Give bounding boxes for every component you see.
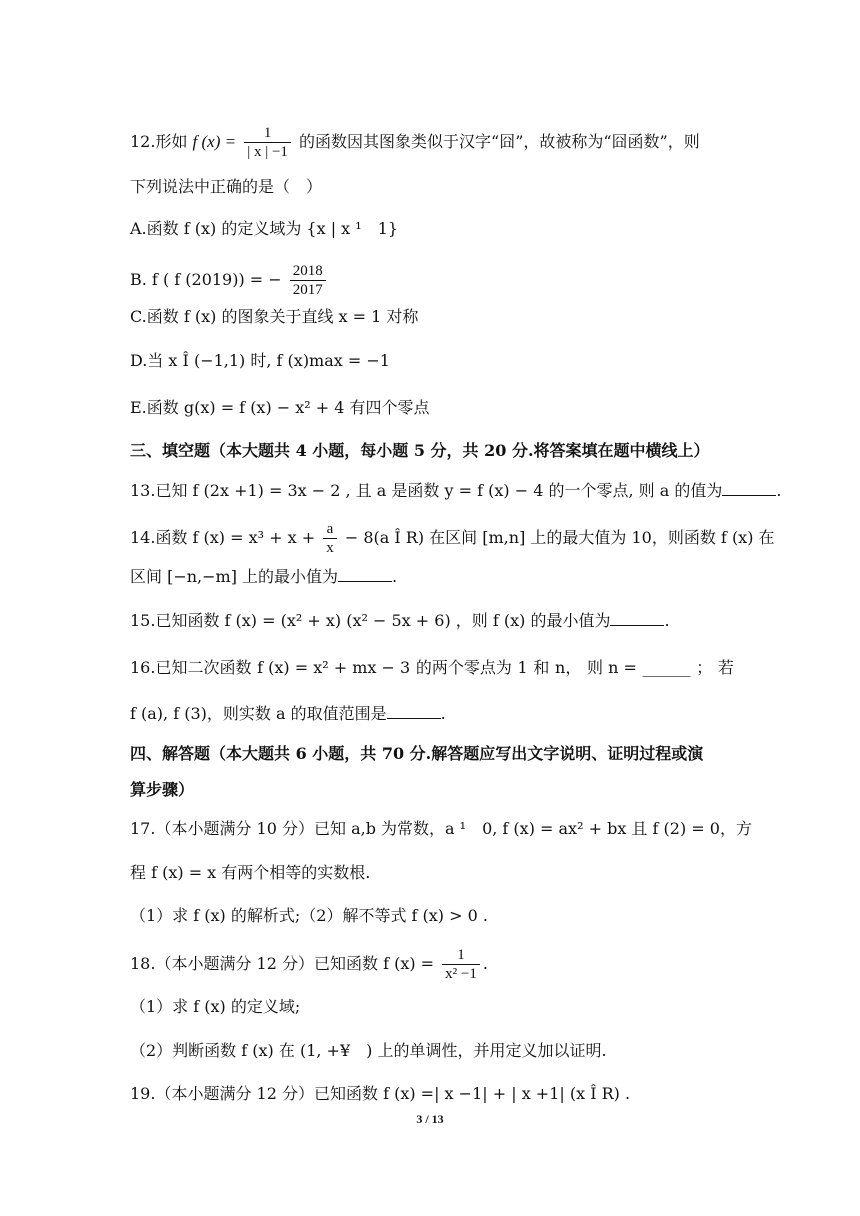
q12-option-b (130, 262, 734, 299)
q17-line2: 程 f (x) = x 有两个相等的实数根. (130, 863, 371, 882)
q18-line1 (130, 946, 734, 983)
q18-fraction (442, 946, 480, 983)
q18-sub2: （2）判断函数 f (x) 在 (1, +¥ ) 上的单调性，并用定义加以证明. (130, 1041, 607, 1060)
q12-formula-lhs: f (x) = (192, 132, 237, 151)
q16-part: 1 (517, 658, 528, 677)
q18-sub1: （1）求 f (x) 的定义域; (130, 997, 301, 1016)
q15-period: . (664, 611, 670, 630)
q12-frac-den: | x | −1 (244, 142, 291, 161)
q13-period: . (776, 481, 782, 500)
q14-formula-start: 14.函数 f (x) = x³ + x + (130, 528, 316, 547)
q12-intro: 12.形如 (130, 132, 188, 151)
q13-line (130, 480, 782, 502)
q16-part: 若 (717, 658, 734, 677)
q17-line1 (130, 818, 752, 840)
q14-frac-den: x (323, 538, 337, 557)
q17-intro: 17.（本小题满分 10 分）已知 a,b 为常数， (130, 819, 446, 838)
q12-intro-rest: 的函数因其图象类似于汉字“囧”，故被称为“囧函数”，则 (299, 132, 700, 151)
q18-frac-num: 1 (457, 947, 465, 963)
q16-part: 16.已知二次函数 (130, 658, 252, 677)
q13-answer-blank (722, 481, 776, 496)
q16-period: . (440, 704, 446, 723)
q12-option-b-fraction (290, 262, 326, 299)
q12-option-b-den: 2017 (290, 280, 326, 299)
q14-formula-rest: − 8(a Î R) 在区间 [m,n] 上的最大值为 10，则函数 f (x) 在 (344, 528, 775, 547)
q14-line2 (130, 566, 734, 588)
q16-answer-blank-2 (387, 704, 441, 719)
q14-answer-blank (338, 567, 392, 582)
q18-frac-den: x² −1 (442, 964, 480, 983)
q16-answer-blank: ______ (642, 658, 691, 677)
q15-line (130, 610, 734, 632)
q16-part: 则 n = (586, 658, 637, 677)
q12-option-e: E.函数 g(x) = f (x) − x² + 4 有四个零点 (130, 398, 430, 417)
q12-option-c: C.函数 f (x) 的图象关于直线 x = 1 对称 (130, 307, 419, 326)
q16-line1 (130, 657, 734, 679)
q16-line2-text: f (a), f (3)，则实数 a 的取值范围是 (130, 704, 387, 723)
section-3-title: 三、填空题（本大题共 4 小题，每小题 5 分，共 20 分.将答案填在题中横线上） (130, 441, 710, 460)
section-4-title-cont: 算步骤） (130, 780, 195, 799)
page-number: 3 / 13 (416, 1112, 444, 1126)
q17-condition: a ¹ 0, f (x) = ax² + bx 且 f (2) = 0，方 (445, 819, 752, 838)
q16-part: 的两个零点为 (415, 658, 512, 677)
q12-option-b-text: B. f ( f (2019)) = − (130, 270, 282, 289)
q14-fraction (323, 520, 337, 557)
q14-line2-text: 区间 [−n,−m] 上的最小值为 (130, 567, 339, 586)
q19-line: 19.（本小题满分 12 分）已知函数 f (x) =| x −1| + | x +1| (x Î R) . (130, 1084, 631, 1103)
q12-option-b-num: 2018 (292, 263, 323, 279)
q14-period: . (392, 567, 398, 586)
q13-text: 13.已知 f (2x +1) = 3x − 2 , 且 a 是函数 y = f (x) − 4 的一个零点, 则 a 的值为 (130, 481, 723, 500)
q16-part: ； (696, 658, 713, 677)
q16-part: 和 (533, 658, 550, 677)
q17-subquestions: （1）求 f (x) 的解析式;（2）解不等式 f (x) > 0 . (130, 906, 488, 925)
q12-frac-num: 1 (263, 125, 272, 141)
section-4-title: 四、解答题（本大题共 6 小题，共 70 分.解答题应写出文字说明、证明过程或演 (130, 744, 704, 763)
q12-line1 (130, 124, 734, 161)
q18-period: . (482, 954, 488, 973)
q16-formula: f (x) = x² + mx − 3 (257, 658, 411, 677)
q12-option-d: D.当 x Î (−1,1) 时, f (x)max = −1 (130, 351, 390, 370)
q12-line2: 下列说法中正确的是（ ） (130, 177, 323, 196)
q15-answer-blank (610, 611, 664, 626)
q14-frac-num: a (326, 521, 334, 537)
q12-option-a: A.函数 f (x) 的定义域为 {x | x ¹ 1} (130, 219, 399, 238)
q15-text: 15.已知函数 f (x) = (x² + x) (x² − 5x + 6) ，则 f (x) 的最小值为 (130, 611, 611, 630)
q16-line2 (130, 703, 734, 725)
q16-part: n， (555, 658, 582, 677)
q18-intro: 18.（本小题满分 12 分）已知函数 f (x) = (130, 954, 435, 973)
q12-fraction (244, 124, 291, 161)
q14-line1 (130, 520, 775, 557)
